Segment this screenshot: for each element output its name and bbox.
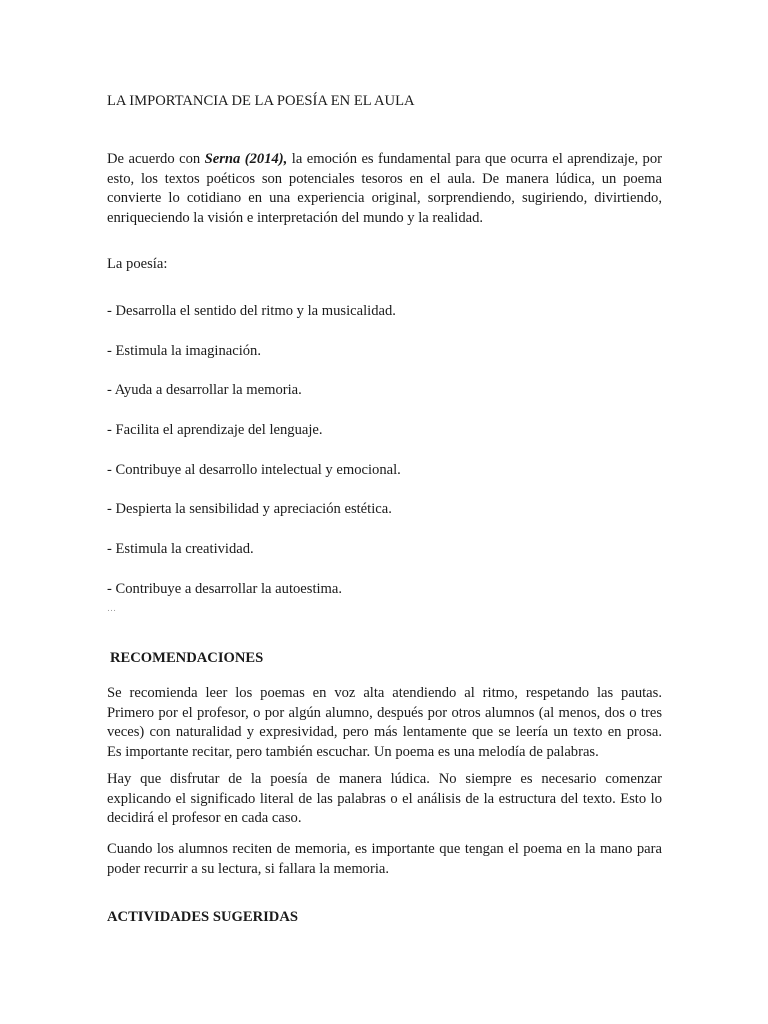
ellipsis-mark: … [107, 603, 117, 613]
paragraph-line: veces) con naturalidad y expresividad, pero más lentamente que se leería un texto en prosa. [107, 724, 662, 740]
paragraph-line: explicando el significado literal de las palabras o el análisis de la estructura del texto. Esto lo [107, 790, 662, 807]
paragraph-line: Hay que disfrutar de la poesía de manera lúdica. No siempre es necesario comenzar [107, 771, 662, 787]
list-heading: La poesía: [107, 256, 168, 272]
document-title: LA IMPORTANCIA DE LA POESÍA EN EL AULA [107, 93, 415, 109]
intro-line-4: enriqueciendo la visión e interpretación del mundo y la realidad. [107, 209, 484, 226]
paragraph-line: Cuando los alumnos reciten de memoria, es importante que tengan el poema en la mano para [107, 841, 662, 857]
activities-heading: ACTIVIDADES SUGERIDAS [107, 909, 298, 925]
paragraph-line: Se recomienda leer los poemas en voz alta atendiendo al ritmo, respetando las pautas. [107, 685, 662, 701]
intro-text-lead: De acuerdo con [107, 151, 205, 167]
list-item: - Ayuda a desarrollar la memoria. [107, 382, 302, 398]
intro-line-3: convierte lo cotidiano en una experiencia original, sorprendiendo, sugiriendo, divirtiendo, [107, 190, 662, 206]
list-item: - Despierta la sensibilidad y apreciación estética. [107, 501, 392, 517]
list-item: - Facilita el aprendizaje del lenguaje. [107, 422, 323, 438]
list-item: - Estimula la creatividad. [107, 541, 254, 557]
paragraph-line: decidirá el profesor en cada caso. [107, 810, 302, 826]
paragraph-line: poder recurrir a su lectura, si fallara la memoria. [107, 860, 390, 877]
intro-line-1 [107, 150, 662, 170]
intro-line-2: esto, los textos poéticos son potenciales tesoros en el aula. De manera lúdica, un poema [107, 170, 662, 187]
list-item: - Contribuye al desarrollo intelectual y emocional. [107, 462, 401, 478]
intro-paragraph [107, 150, 662, 228]
recommendations-paragraph-2 [107, 770, 662, 829]
recommendations-paragraph-1 [107, 684, 662, 762]
intro-text-rest: la emoción es fundamental para que ocurra el aprendizaje, por [287, 151, 663, 167]
paragraph-line: Primero por el profesor, o por algún alumno, después por otros alumnos (al menos, dos o tres [107, 704, 662, 721]
list-item: - Estimula la imaginación. [107, 343, 262, 359]
recommendations-paragraph-3 [107, 840, 662, 879]
list-item: - Desarrolla el sentido del ritmo y la musicalidad. [107, 303, 396, 319]
paragraph-line: Es importante recitar, pero también escuchar. Un poema es una melodía de palabras. [107, 743, 599, 760]
citation: Serna (2014), [204, 151, 288, 167]
list-item: - Contribuye a desarrollar la autoestima. [107, 581, 343, 597]
recommendations-heading: RECOMENDACIONES [110, 650, 264, 666]
